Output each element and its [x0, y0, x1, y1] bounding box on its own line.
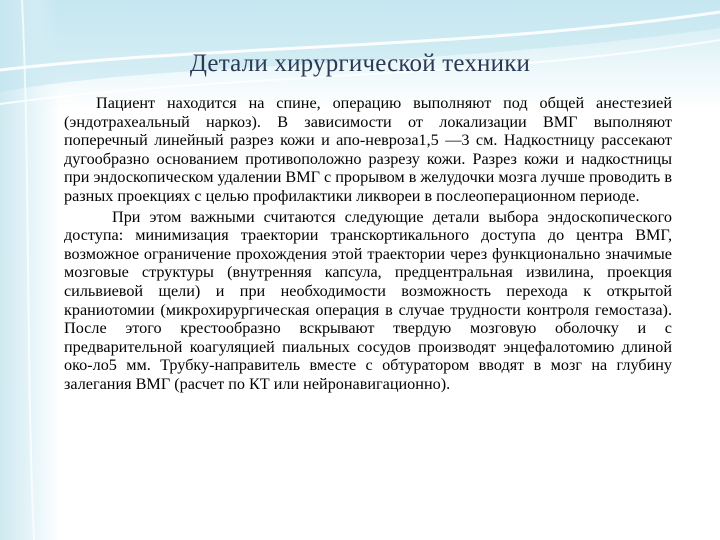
slide-title: Детали хирургической техники	[189, 50, 531, 77]
paragraph: Пациент находится на спине, операцию выполняют под общей анестезией (эндотрахеальный наркоз). В зависимости от локализации ВМГ выполняют поперечный линейный разрез кожи и апо-невроза1,5 —3 см. Надкостницу рассекают дугообразно основанием противоположно разрезу кожи. Разрез кожи и надкостницы при эндоскопическом удалении ВМГ с прорывом в желудочки мозга лучше проводить в разных проекциях с целью профилактики ликвореи в послеоперационном периоде.	[64, 94, 672, 205]
slide-body	[64, 94, 672, 394]
paragraph: При этом важными считаются следующие детали выбора эндоскопического доступа: минимизация траектории транскортикального доступа до центра ВМГ, возможное ограничение прохождения этой траектории через функционально значимые мозговые структуры (внутренняя капсула, предцентральная извилина, проекция сильвиевой щели) и при необходимости возможность перехода к открытой краниотомии (микрохирургическая операция в случае трудности контроля гемостаза). После этого крестообразно вскрывают твердую мозговую оболочку и с предварительной коагуляцией пиальных сосудов производят энцефалотомию длиной око-ло5 мм. Трубку-направитель вместе с обтуратором вводят в мозг на глубину залегания ВМГ (расчет по КТ или нейронавигационно).	[64, 207, 672, 393]
